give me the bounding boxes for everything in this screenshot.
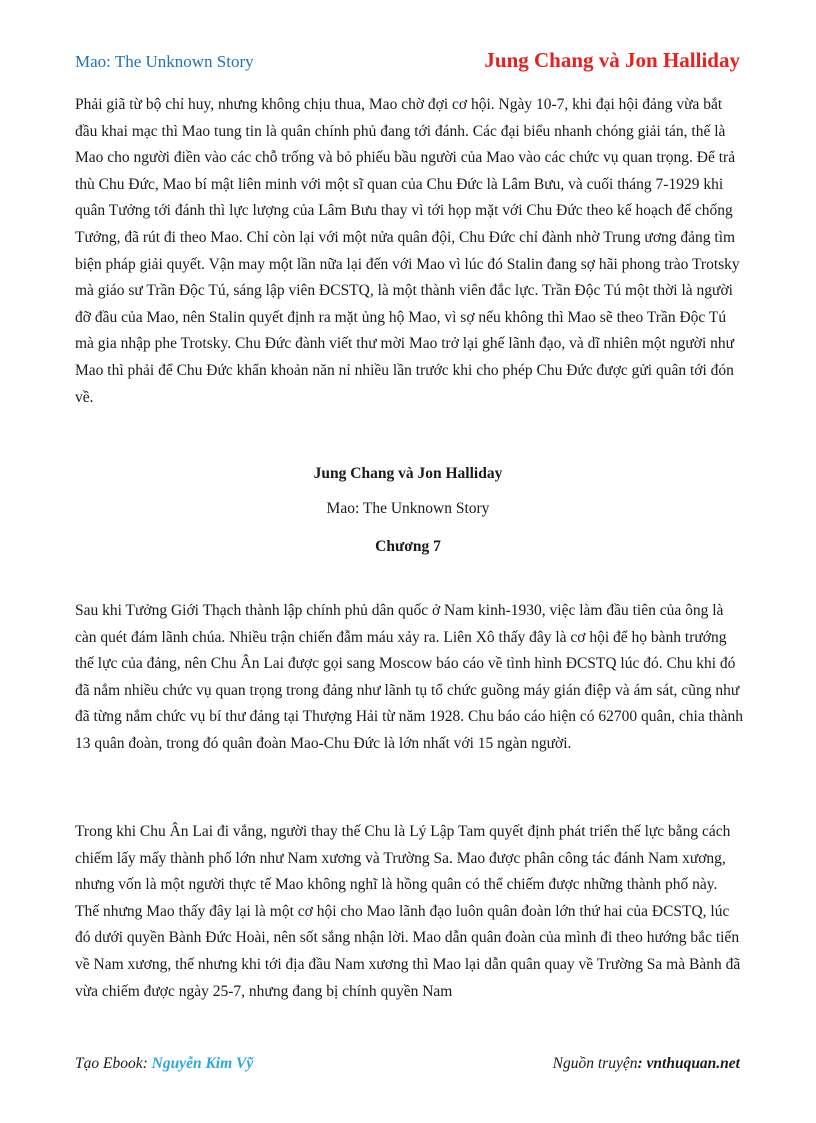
paragraph-2: Sau khi Tưởng Giới Thạch thành lập chính phủ dân quốc ở Nam kinh-1930, việc làm đầu tiên của ông là càn quét đám lãnh chúa. Nhiều trận chiến đẫm máu xảy ra. Liên Xô thấy đây là cơ hội để họ bành trướng thế lực của đảng, nên Chu Ân Lai được gọi sang Moscow báo cáo về tình hình ĐCSTQ lúc đó. Chu khi đó đã nắm nhiều chức vụ quan trọng trong đảng như lãnh tụ tổ chức guồng máy gián điệp và ám sát, cũng như đã từng nắm chức vụ bí thư đảng tại Thượng Hải từ năm 1928. Chu báo cáo hiện có 62700 quân, chia thành 13 quân đoàn, trong đó quân đoàn Mao-Chu Đức là lớn nhất với 15 ngàn người. — [75, 602, 744, 752]
creator-label: Tạo Ebook — [75, 1055, 143, 1072]
source-separator: : — [637, 1055, 643, 1072]
creator-name: Nguyễn Kim Vỹ — [151, 1055, 254, 1072]
source-site: vnthuquan.net — [646, 1055, 740, 1072]
chapter-book-title: Mao: The Unknown Story — [326, 500, 490, 517]
page-footer — [75, 1055, 740, 1077]
page-header — [75, 48, 740, 78]
creator-separator: : — [142, 1055, 148, 1072]
source-label: Nguồn truyện — [552, 1055, 638, 1072]
chapter-number: Chương 7 — [375, 538, 441, 555]
header-book-title: Mao: The Unknown Story — [75, 52, 254, 71]
paragraph-1: Phải giã từ bộ chỉ huy, nhưng không chịu thua, Mao chờ đợi cơ hội. Ngày 10-7, khi đại hội đảng vừa bắt đầu khai mạc thì Mao tung tin là quân chính phủ đang tới đánh. Các đại biểu nhanh chóng giải tán, thế là Mao cho người điền vào các chỗ trống và bỏ phiếu bầu người của Mao vào các chức vụ quan trọng. Để trả thù Chu Đức, Mao bí mật liên minh với một sĩ quan của Chu Đức là Lâm Bưu, và cuối tháng 7-1929 khi quân Tưởng tới đánh thì lực lượng của Lâm Bưu thay vì tới họp mặt với Chu Đức theo kế hoạch để chống Tưởng, đã rút đi theo Mao. Chỉ còn lại với một nửa quân đội, Chu Đức chỉ đành nhờ Trung ương đảng tìm biện pháp giải quyết. Vận may một lần nữa lại đến với Mao vì lúc đó Stalin đang sợ hãi phong trào Trotsky mà giáo sư Trần Độc Tú, sáng lập viên ĐCSTQ, là một thành viên đắc lực. Trần Độc Tú một thời là người đỡ đầu của Mao, nên Stalin quyết định ra mặt ủng hộ Mao, vì sợ nếu không thì Mao sẽ theo Trần Độc Tú mà gia nhập phe Trotsky. Chu Đức đành viết thư mời Mao trở lại ghế lãnh đạo, và dĩ nhiên một người như Mao thì phải để Chu Đức khẩn khoản năn nỉ nhiều lần trước khi cho phép Chu Đức được gửi quân tới đón về. — [75, 96, 740, 406]
header-authors: Jung Chang và Jon Halliday — [484, 48, 740, 72]
footer-source — [553, 1055, 740, 1073]
chapter-authors: Jung Chang và Jon Halliday — [313, 465, 503, 482]
paragraph-3: Trong khi Chu Ân Lai đi vắng, người thay thế Chu là Lý Lập Tam quyết định phát triển thế lực bằng cách chiếm lấy mấy thành phố lớn như Nam xương và Trường Sa. Mao được phân công tác đánh Nam xương, nhưng vốn là một người thực tế Mao không nghĩ là hồng quân có thể chiếm được những thành phố này. Thế nhưng Mao thấy đây lại là một cơ hội cho Mao lãnh đạo luôn quân đoàn lớn thứ hai của ĐCSTQ, lúc đó dưới quyền Bành Đức Hoài, nên sốt sắng nhận lời. Mao dẫn quân đoàn của mình đi theo hướng bắc tiến về Nam xương, thế nhưng khi tới địa đầu Nam xương thì Mao lại dẫn quân quay về Trường Sa mà Bành đã vừa chiếm được ngày 25-7, nhưng đang bị chính quyền Nam — [75, 823, 741, 1000]
footer-creator — [75, 1055, 253, 1073]
